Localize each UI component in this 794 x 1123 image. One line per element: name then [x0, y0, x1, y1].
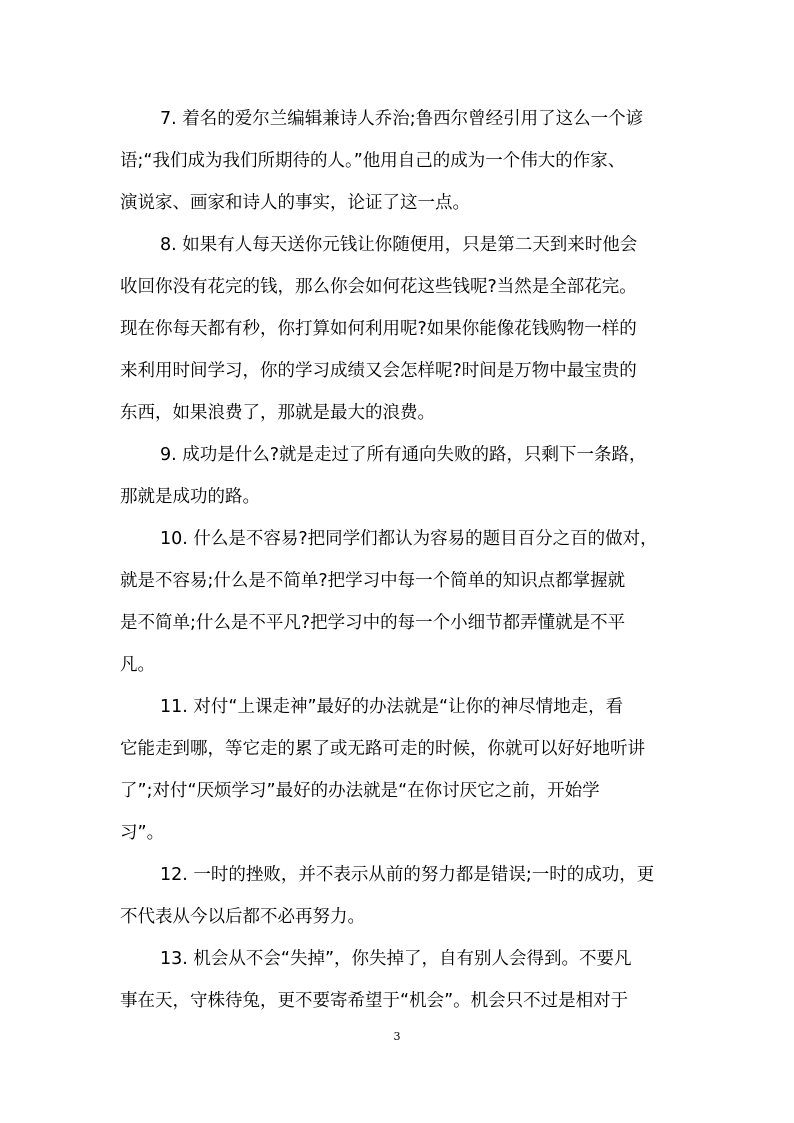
paragraph-line: 东西，如果浪费了，那就是最大的浪费。	[120, 403, 435, 423]
paragraph-line: 12. 一时的挫败，并不表示从前的努力都是错误;一时的成功，更	[160, 865, 655, 885]
paragraph-line: 语;“我们成为我们所期待的人。”他用自己的成为一个伟大的作家、	[120, 151, 626, 171]
paragraph-line: 不代表从今以后都不必再努力。	[120, 907, 365, 927]
paragraph-line: 它能走到哪，等它走的累了或无路可走的时候，你就可以好好地听讲	[120, 739, 645, 759]
paragraph-line: 收回你没有花完的钱，那么你会如何花这些钱呢?当然是全部花完。	[120, 277, 637, 297]
paragraph-line: 10. 什么是不容易?把同学们都认为容易的题目百分之百的做对，	[160, 529, 658, 549]
paragraph-line: 习”。	[120, 823, 165, 843]
paragraph-line: 凡。	[120, 655, 155, 675]
paragraph-line: 7. 着名的爱尔兰编辑兼诗人乔治;鲁西尔曾经引用了这么一个谚	[160, 109, 644, 129]
page-number: 3	[393, 1030, 401, 1043]
paragraph-line: 来利用时间学习，你的学习成绩又会怎样呢?时间是万物中最宝贵的	[120, 361, 637, 381]
paragraph-line: 演说家、画家和诗人的事实，论证了这一点。	[120, 193, 470, 213]
paragraph-line: 8. 如果有人每天送你元钱让你随便用，只是第二天到来时他会	[160, 235, 638, 255]
paragraph-line: 事在天，守株待兔，更不要寄希望于“机会”。机会只不过是相对于	[120, 991, 629, 1011]
paragraph-line: 了”;对付“厌烦学习”最好的办法就是“在你讨厌它之前，开始学	[120, 781, 600, 801]
paragraph-line: 9. 成功是什么?就是走过了所有通向失败的路，只剩下一条路，	[160, 445, 647, 465]
paragraph-line: 就是不容易;什么是不简单?把学习中每一个简单的知识点都掌握就	[120, 571, 626, 591]
paragraph-line: 现在你每天都有秒，你打算如何利用呢?如果你能像花钱购物一样的	[120, 319, 637, 339]
paragraph-line: 那就是成功的路。	[120, 487, 260, 507]
paragraph-line: 11. 对付“上课走神”最好的办法就是“让你的神尽情地走，看	[160, 697, 624, 717]
paragraph-line: 13. 机会从不会“失掉”，你失掉了，自有别人会得到。不要凡	[160, 949, 632, 969]
paragraph-line: 是不简单;什么是不平凡?把学习中的每一个小细节都弄懂就是不平	[120, 613, 626, 633]
